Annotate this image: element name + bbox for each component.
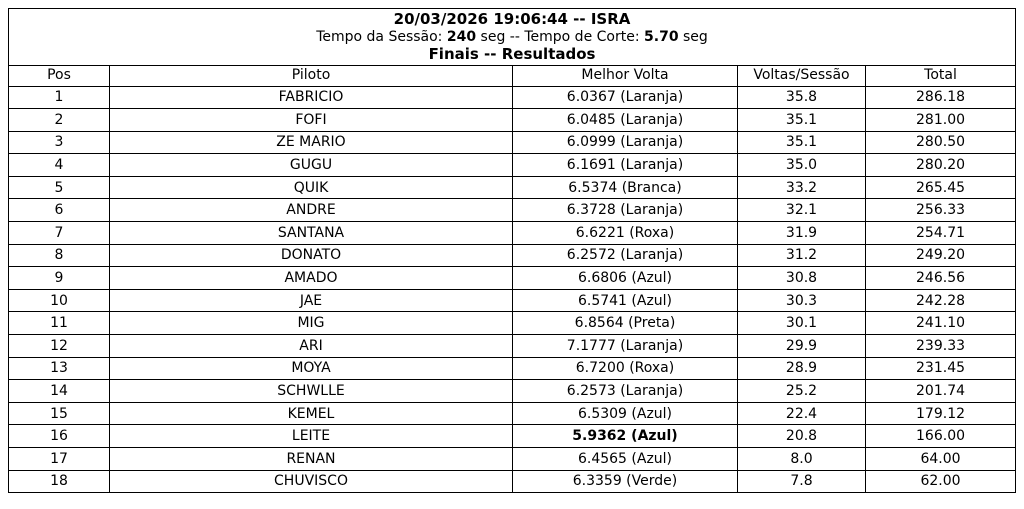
- cell-piloto: AMADO: [110, 267, 513, 290]
- cell-voltas: 30.1: [738, 312, 866, 335]
- cell-total: 254.71: [866, 222, 1016, 245]
- report-header: [9, 9, 1016, 66]
- cell-voltas: 32.1: [738, 199, 866, 222]
- column-header-row: [9, 65, 1016, 86]
- session-info: [9, 29, 1015, 47]
- cell-piloto: ANDRE: [110, 199, 513, 222]
- cell-pos: 3: [9, 131, 110, 154]
- cell-piloto: LEITE: [110, 425, 513, 448]
- cell-total: 281.00: [866, 109, 1016, 132]
- cell-melhor-volta: 6.0999 (Laranja): [513, 131, 738, 154]
- cell-voltas: 7.8: [738, 470, 866, 493]
- column-header-pos: Pos: [9, 65, 110, 86]
- session-time-unit: seg: [480, 28, 506, 45]
- cell-melhor-volta: 6.8564 (Preta): [513, 312, 738, 335]
- cell-melhor-volta: 6.6806 (Azul): [513, 267, 738, 290]
- cell-pos: 6: [9, 199, 110, 222]
- cell-total: 280.50: [866, 131, 1016, 154]
- column-header-total: Total: [866, 65, 1016, 86]
- table-row: [9, 312, 1016, 335]
- table-row: [9, 131, 1016, 154]
- report-subtitle: Finais -- Resultados: [428, 45, 596, 63]
- column-header-melhor-volta: Melhor Volta: [513, 65, 738, 86]
- table-row: [9, 199, 1016, 222]
- cell-voltas: 35.1: [738, 131, 866, 154]
- table-row: [9, 154, 1016, 177]
- cell-pos: 18: [9, 470, 110, 493]
- cell-voltas: 31.2: [738, 244, 866, 267]
- cell-voltas: 31.9: [738, 222, 866, 245]
- cell-pos: 1: [9, 86, 110, 109]
- results-table: [8, 8, 1016, 493]
- cell-pos: 12: [9, 335, 110, 358]
- cell-piloto: SCHWLLE: [110, 380, 513, 403]
- results-body: [9, 86, 1016, 493]
- cell-piloto: QUIK: [110, 176, 513, 199]
- cell-melhor-volta: 6.5741 (Azul): [513, 289, 738, 312]
- cell-piloto: ZE MARIO: [110, 131, 513, 154]
- cell-total: 265.45: [866, 176, 1016, 199]
- cell-total: 249.20: [866, 244, 1016, 267]
- cell-melhor-volta: 6.5309 (Azul): [513, 402, 738, 425]
- cell-total: 256.33: [866, 199, 1016, 222]
- cell-piloto: GUGU: [110, 154, 513, 177]
- cell-voltas: 35.0: [738, 154, 866, 177]
- table-row: [9, 109, 1016, 132]
- cell-pos: 4: [9, 154, 110, 177]
- cell-total: 246.56: [866, 267, 1016, 290]
- table-row: [9, 222, 1016, 245]
- cell-piloto: MOYA: [110, 357, 513, 380]
- session-time-value: 240: [446, 28, 477, 45]
- column-header-voltas-sessao: Voltas/Sessão: [738, 65, 866, 86]
- cell-melhor-volta: 6.0367 (Laranja): [513, 86, 738, 109]
- table-row: [9, 289, 1016, 312]
- cell-pos: 7: [9, 222, 110, 245]
- cell-total: 166.00: [866, 425, 1016, 448]
- cell-pos: 16: [9, 425, 110, 448]
- cell-total: 201.74: [866, 380, 1016, 403]
- table-row: [9, 244, 1016, 267]
- table-row: [9, 267, 1016, 290]
- cell-voltas: 20.8: [738, 425, 866, 448]
- cell-voltas: 8.0: [738, 448, 866, 471]
- cell-pos: 10: [9, 289, 110, 312]
- table-row: [9, 380, 1016, 403]
- cell-melhor-volta: 6.2573 (Laranja): [513, 380, 738, 403]
- cell-pos: 13: [9, 357, 110, 380]
- cell-pos: 11: [9, 312, 110, 335]
- cell-total: 242.28: [866, 289, 1016, 312]
- table-row: [9, 425, 1016, 448]
- cell-piloto: RENAN: [110, 448, 513, 471]
- cell-voltas: 22.4: [738, 402, 866, 425]
- cell-piloto: JAE: [110, 289, 513, 312]
- cell-voltas: 35.8: [738, 86, 866, 109]
- cell-melhor-volta: 6.7200 (Roxa): [513, 357, 738, 380]
- cell-pos: 5: [9, 176, 110, 199]
- cell-total: 286.18: [866, 86, 1016, 109]
- cell-total: 231.45: [866, 357, 1016, 380]
- cell-pos: 14: [9, 380, 110, 403]
- cell-voltas: 25.2: [738, 380, 866, 403]
- cell-voltas: 29.9: [738, 335, 866, 358]
- report-title: 20/03/2026 19:06:44 -- ISRA: [393, 10, 631, 28]
- cell-melhor-volta: 5.9362 (Azul): [513, 425, 738, 448]
- cell-piloto: ARI: [110, 335, 513, 358]
- cut-time-unit: seg: [683, 28, 708, 45]
- cell-voltas: 28.9: [738, 357, 866, 380]
- cell-voltas: 30.8: [738, 267, 866, 290]
- table-row: [9, 470, 1016, 493]
- cell-melhor-volta: 6.4565 (Azul): [513, 448, 738, 471]
- cell-total: 280.20: [866, 154, 1016, 177]
- cut-time-value: 5.70: [644, 28, 679, 45]
- cell-total: 62.00: [866, 470, 1016, 493]
- cell-melhor-volta: 7.1777 (Laranja): [513, 335, 738, 358]
- cell-melhor-volta: 6.2572 (Laranja): [513, 244, 738, 267]
- table-row: [9, 176, 1016, 199]
- table-row: [9, 402, 1016, 425]
- cell-total: 179.12: [866, 402, 1016, 425]
- column-header-piloto: Piloto: [110, 65, 513, 86]
- cell-pos: 9: [9, 267, 110, 290]
- cell-piloto: FOFI: [110, 109, 513, 132]
- cell-piloto: FABRICIO: [110, 86, 513, 109]
- results-report: [8, 8, 1015, 493]
- table-row: [9, 448, 1016, 471]
- cell-pos: 2: [9, 109, 110, 132]
- cut-time-label: Tempo de Corte:: [524, 28, 640, 45]
- cell-piloto: KEMEL: [110, 402, 513, 425]
- cell-melhor-volta: 6.1691 (Laranja): [513, 154, 738, 177]
- cell-piloto: SANTANA: [110, 222, 513, 245]
- cell-piloto: DONATO: [110, 244, 513, 267]
- table-row: [9, 86, 1016, 109]
- cell-piloto: CHUVISCO: [110, 470, 513, 493]
- cell-pos: 17: [9, 448, 110, 471]
- cell-pos: 15: [9, 402, 110, 425]
- table-row: [9, 357, 1016, 380]
- info-separator: --: [509, 28, 520, 45]
- table-row: [9, 335, 1016, 358]
- cell-total: 64.00: [866, 448, 1016, 471]
- cell-melhor-volta: 6.5374 (Branca): [513, 176, 738, 199]
- cell-total: 239.33: [866, 335, 1016, 358]
- cell-melhor-volta: 6.3359 (Verde): [513, 470, 738, 493]
- session-time-label: Tempo da Sessão:: [316, 28, 443, 45]
- cell-melhor-volta: 6.6221 (Roxa): [513, 222, 738, 245]
- cell-piloto: MIG: [110, 312, 513, 335]
- cell-melhor-volta: 6.0485 (Laranja): [513, 109, 738, 132]
- cell-total: 241.10: [866, 312, 1016, 335]
- cell-melhor-volta: 6.3728 (Laranja): [513, 199, 738, 222]
- cell-voltas: 33.2: [738, 176, 866, 199]
- cell-pos: 8: [9, 244, 110, 267]
- cell-voltas: 35.1: [738, 109, 866, 132]
- cell-voltas: 30.3: [738, 289, 866, 312]
